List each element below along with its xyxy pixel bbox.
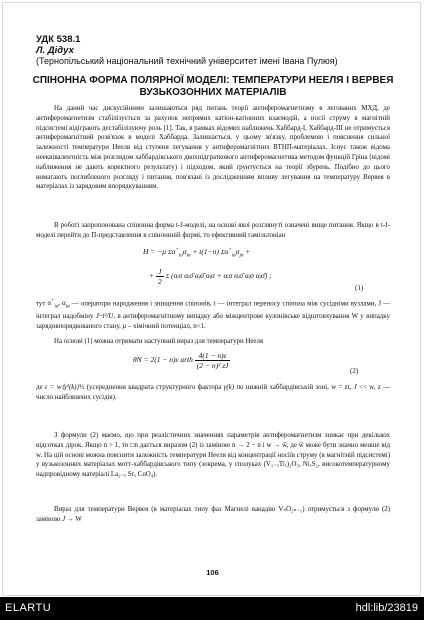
paragraph-neel: На основі (1) можна отримати наступний вираз для температури Нееля (54, 338, 264, 345)
equation-number-1: (1) (355, 284, 364, 292)
page-number: 106 (206, 568, 219, 577)
affiliation: (Тернопільський національний технічний університет імені Івана Пулюя) (36, 56, 338, 66)
neel-temperature-formula: θN = 2(1 − n)ε arth $\frac{4(1 - n)\varepsilon}{\text{(2 − n)² zJ}}$ (133, 351, 229, 370)
paragraph-results: З формули (2) маємо, що при реалістичних значеннях параметрів антиферомагнетизм зникає при декількох відсотках дірок. Якщо n > 1, то □n дається виразом (2) із заміною n → 2 − n і w → w̃, де w̃ може бути значно менше від w. На цій основі можна пояснити залежність температури Нееля від концентрації носіїв струму (в магнітній підсистемі) у вузькозонних матеріалах мотт-хаббардівського типу (зокрема, у сполуках (V₁₋ₓTiₓ)₂O₃, NiₓS₂, високотемпературному надпровідному матеріалі La₂₋ₓ Srₓ CuO₄). (36, 432, 390, 479)
paragraph-intro: На даний час дискусійними залишаються ряд питань теорії антиферомагнетизму в легованих МХД, де антиферомагнетизм стабілізується за рахунок непрямих катіон-катіонних взаємодій, а носії струму в магнітній підсистемі відіграють дестабілізуючу роль [1]. Так, в рамках відомих наближень Хаббард-І, Хаббард-ІІІ не отримується антиферомагнітний розв'язок в моделі Хаббарда. Залишається, у цьому зв'язку, проблемою і пояснення сильної залежності температури Нееля від ступеня легування у антиферомагнітних ВТНП-матеріалах. Існує також відома нееквівалентність між розглядом хаббардівського двохпідграткового антиферомагнетика методом функцій Гріна (відомі наближення не дають коректного результату) і підходом, який ґрунтується на теорії збурень. Подібно до цього вимагають поглибленого розгляду і питання, пов'язані із дослідженням впливу легування на температуру Вервея в матеріалах із зарядовим впорядкуванням. (36, 105, 390, 191)
paragraph-definitions: тут $\alpha^+_{i\sigma}$, $\alpha_{i\sigma}$ — оператори народження і знищення спінонів, t — інтеграл переносу спінона між сусідніми вузлами, J — інтеграл надобміну J~t²/U, в антиферомагнітному випадку або міжцентрове кулонівське відштовхування W у випадку зарядовпорядкованого стану, μ – хімічний потенціал, n<1. (36, 299, 391, 331)
repository-name: ELARTU (5, 602, 52, 614)
handle-id: hdl:lib/23819 (355, 602, 418, 614)
paragraph-model: В роботі запропонована спінонна форма t-J-моделі, на основі якої розглянуті означені вище питання. Якщо в t-J-моделі перейти до Π-представлення в спіноннній формі, то ефективний гамільтоніан (36, 222, 390, 239)
equation-number-2: (2) (350, 367, 359, 375)
paragraph-epsilon: де ε = w⟨γ²(k)⟩½ (усереднення квадрата структурного фактора γ(k) по нижній хаббардівській зоні, w = zt, J << w, z — число найближчих сусідів). (36, 384, 390, 401)
paper-title: СПІНОННА ФОРМА ПОЛЯРНОЇ МОДЕЛІ: ТЕМПЕРАТУРИ НЕЕЛЯ І ВЕРВЕЯ ВУЗЬКОЗОННИХ МАТЕРІАЛІВ (32, 75, 394, 98)
paragraph-verwey: Вираз для температури Вервея (в матеріалах типу фаз Магнелі ванадію VₙO₂ₙ₋₁) отримується з формули (2) заміною J → W (36, 506, 390, 523)
hamiltonian-line1: H = −μ $\Sigma\alpha^+_{i\sigma}\alpha_{i\sigma} + t(1-n) \Sigma\alpha^+_{i\sigma}\alpha_{j\sigma}$ + (143, 247, 251, 259)
repository-footer (0, 597, 424, 620)
author-name: Л. Дідух (36, 45, 74, 56)
hamiltonian-line2: + $\frac{J}{2}$ Σ (αᵢσ αᵢσ̄ αⱼσ̄ αⱼσ + αᵢσ αᵢσ̄ αⱼσ αⱼσ̄) ; (149, 267, 272, 286)
udk-code: УДК 538.1 (36, 34, 81, 45)
document-page (2, 2, 421, 596)
